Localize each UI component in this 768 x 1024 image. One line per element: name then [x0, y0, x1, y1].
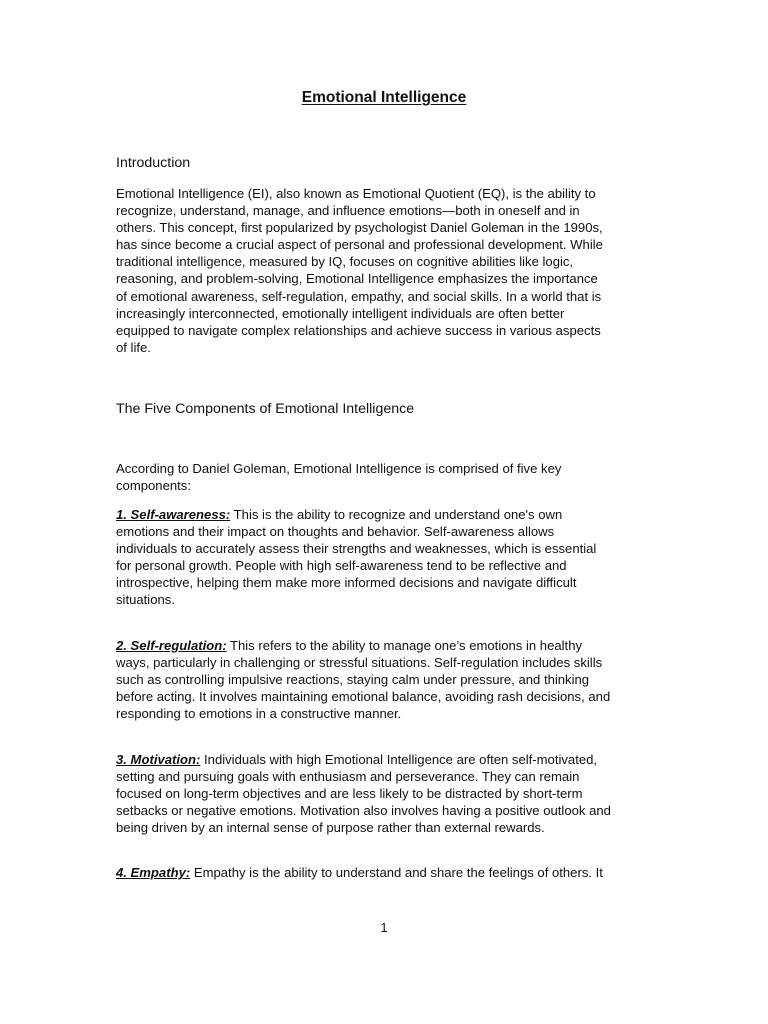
component-lead-label: 2. Self-regulation: [116, 638, 227, 653]
paragraph-line: individuals to accurately assess their strengths and weaknesses, which is essential [116, 541, 597, 557]
paragraph-line: emotions and their impact on thoughts and behavior. Self-awareness allows [116, 524, 555, 540]
component-first-line: Empathy is the ability to understand and share the feelings of others. It [190, 865, 603, 880]
paragraph-line: Emotional Intelligence (EI), also known as Emotional Quotient (EQ), is the ability to [116, 186, 596, 201]
paragraph-line [116, 506, 656, 523]
paragraph-line: such as controlling impulsive reactions, staying calm under pressure, and thinking [116, 672, 590, 688]
paragraph-line: setting and pursuing goals with enthusiasm and perseverance. They can remain [116, 769, 580, 785]
paragraph-line [116, 751, 656, 768]
paragraph-line: of life. [116, 339, 151, 355]
components-heading: The Five Components of Emotional Intelligence [116, 401, 415, 417]
component-self-awareness [116, 506, 656, 609]
paragraph-line [116, 637, 656, 654]
paragraph-line: of emotional awareness, self-regulation, empathy, and social skills. In a world that is [116, 288, 602, 304]
component-lead-label: 1. Self-awareness: [116, 507, 231, 522]
paragraph-line: has since become a crucial aspect of personal and professional development. While [116, 237, 603, 253]
paragraph-line: recognize, understand, manage, and influence emotions—both in oneself and in [116, 203, 580, 219]
component-first-line: This is the ability to recognize and understand one's own [230, 507, 563, 522]
paragraph-line: focused on long-term objectives and are less likely to be distracted by short-term [116, 786, 583, 802]
paragraph-line: others. This concept, first popularized by psychologist Daniel Goleman in the 1990s, [116, 220, 603, 236]
paragraph-line: equipped to navigate complex relationships and achieve success in various aspects [116, 322, 601, 338]
paragraph-line [116, 864, 656, 881]
component-first-line: This refers to the ability to manage one’s emotions in healthy [226, 638, 583, 653]
component-first-line: Individuals with high Emotional Intelligence are often self-motivated, [200, 752, 598, 767]
component-self-regulation [116, 637, 656, 722]
paragraph-line: for personal growth. People with high self-awareness tend to be reflective and [116, 558, 567, 574]
document-title: Emotional Intelligence [301, 89, 467, 106]
paragraph-line: being driven by an internal sense of purpose rather than external rewards. [116, 820, 545, 836]
page-number: 1 [380, 920, 388, 935]
paragraph-line: setbacks or negative emotions. Motivation also involves having a positive outlook and [116, 803, 611, 819]
paragraph-line: situations. [116, 592, 175, 608]
component-empathy [116, 864, 656, 881]
components-intro-paragraph [116, 460, 656, 494]
introduction-paragraph [116, 185, 656, 356]
paragraph-line: responding to emotions in a constructive manner. [116, 706, 402, 722]
paragraph-line: ways, particularly in challenging or stressful situations. Self-regulation includes skills [116, 655, 603, 671]
component-lead-label: 4. Empathy: [116, 865, 191, 880]
paragraph-line: components: [116, 478, 191, 494]
paragraph-line: introspective, helping them make more informed decisions and navigate difficult [116, 575, 577, 591]
paragraph-line: traditional intelligence, measured by IQ, focuses on cognitive abilities like logic, [116, 254, 574, 270]
paragraph-line: before acting. It involves maintaining emotional balance, avoiding rash decisions, and [116, 689, 611, 705]
component-motivation [116, 751, 656, 836]
paragraph-line: increasingly interconnected, emotionally intelligent individuals are often better [116, 305, 565, 321]
introduction-heading: Introduction [116, 155, 191, 171]
paragraph-line: reasoning, and problem-solving, Emotional Intelligence emphasizes the importance [116, 271, 598, 287]
paragraph-line: According to Daniel Goleman, Emotional Intelligence is comprised of five key [116, 461, 562, 476]
component-lead-label: 3. Motivation: [116, 752, 201, 767]
